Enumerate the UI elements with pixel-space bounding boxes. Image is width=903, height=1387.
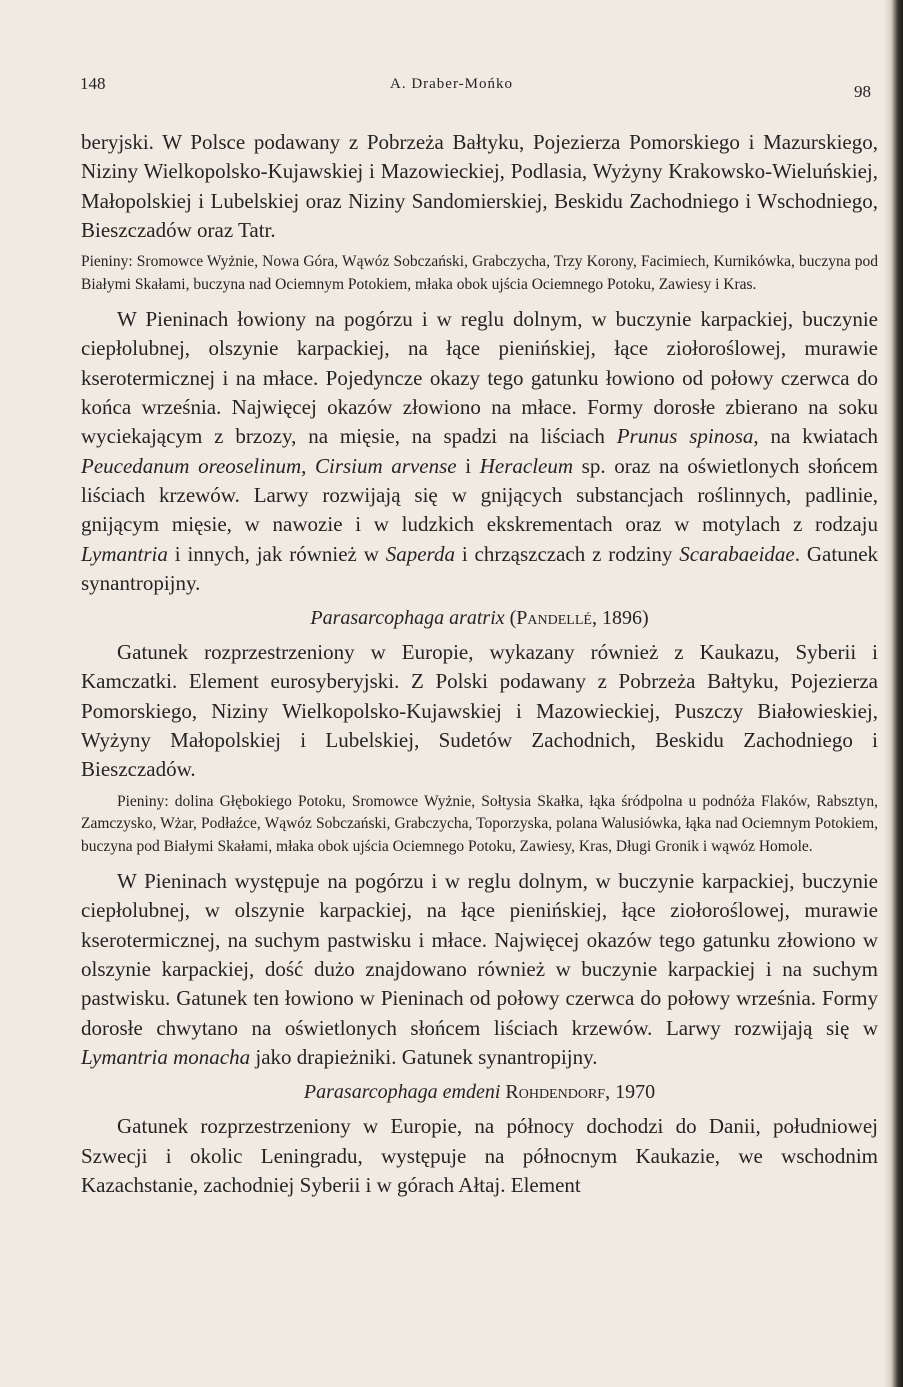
s1-localities xyxy=(81,251,878,296)
page-number-right: 98 xyxy=(854,82,871,101)
s1-localities-text: Sromowce Wyżnie, Nowa Góra, Wąwóz Sobczański, Grabczycha, Trzy Korony, Facimiech, Kurnikówka, buczyna pod Białymi Skałami, buczyna nad Ociemnym Potokiem, młaka obok ujścia Ociemnego Potoku, Zawiesy i Kras. xyxy=(81,253,878,293)
s3-paragraph-distribution: Gatunek rozprzestrzeniony w Europie, na północy dochodzi do Danii, południowej Szwecji i okolic Leningradu, występuje na północnym Kaukazie, we wschodnim Kazachstanie, zachodniej Syberii i w górach Ałtaj. Element xyxy=(81,1114,878,1197)
running-head: A. Draber-Mońko xyxy=(389,76,513,92)
s1-localities-label: Pieniny: xyxy=(81,253,133,271)
s2-localities-text: dolina Głębokiego Potoku, Sromowce Wyżnie, Sołtysia Skałka, łąka śródpolna u podnóża Flaków, Rabsztyn, Zamczysko, Wżar, Podłaźce, Wąwóz Sobczański, Grabczycha, Toporzyska, polana Walusiówka, łąka nad Ociemnym Potokiem, buczyna pod Białymi Skałami, młaka obok ujścia Ociemnego Potoku, Zawiesy, Kras, Długi Gronik i wąwóz Homole. xyxy=(81,792,878,855)
page-number-left: 148 xyxy=(80,74,106,93)
s3-species-author: Rohdendorf, 1970 xyxy=(505,1081,656,1104)
taxon-peucedanum: Peucedanum oreoselinum xyxy=(81,453,302,478)
s3-species-name: Parasarcophaga emdeni xyxy=(303,1081,501,1104)
s2-paragraph-distribution: Gatunek rozprzestrzeniony w Europie, wykazany również z Kaukazu, Syberii i Kamczatki. Element eurosyberyjski. Z Polski podawany z Pobrzeża Bałtyku, Pojezierza Pomorskiego, Niziny Wielkopolsko-Kujawskiej i Mazowieckiej, Puszczy Białowieskiej, Wyżyny Małopolskiej i Lubelskiej, Sudetów Zachodnich, Beskidu Zachodniego i Bieszczadów. xyxy=(81,640,878,782)
page-edge-shadow xyxy=(883,0,903,1387)
s2-paragraph-ecology: W Pieninach występuje na pogórzu i w reglu dolnym, w buczynie karpackiej, buczynie ciepłolubnej, w olszynie karpackiej, na łące pienińskiej, łące ziołoroślowej, murawie kserotermicznej, na suchym pastwisku i młace. Najwięcej okazów tego gatunku złowiono w olszynie karpackiej, dość dużo znajdowano również w buczynie karpackiej i na suchym pastwisku. Gatunek ten łowiono w Pieninach od połowy czerwca do połowy września. Formy dorosłe chwytano na oświetlonych słońcem liściach krzewów. Larwy rozwijają się w Lymantria monacha jako drapieżniki. Gatunek synantropijny. xyxy=(81,869,878,1069)
s2-species-author: (Pandellé, 1896) xyxy=(509,607,649,630)
s1-paragraph-distribution: beryjski. W Polsce podawany z Pobrzeża Bałtyku, Pojezierza Pomorskiego i Mazurskiego, Niziny Wielkopolsko-Kujawskiej i Mazowieckiej, Podlasia, Wyżyny Krakowsko-Wieluńskiej, Małopolskiej i Lubelskiej oraz Niziny Sandomierskiej, Beskidu Zachodniego i Wschodniego, Bieszczadów oraz Tatr. xyxy=(81,130,878,242)
s2-species-name: Parasarcophaga aratrix xyxy=(310,607,505,630)
taxon-saperda: Saperda xyxy=(385,541,455,566)
s3-species-heading xyxy=(81,1081,878,1104)
taxon-cirsium: Cirsium arvense xyxy=(315,453,457,478)
page-body xyxy=(81,128,878,1200)
s2-localities xyxy=(81,791,878,859)
taxon-prunus: Prunus spinosa xyxy=(616,424,754,449)
s1-paragraph-ecology: W Pieninach łowiony na pogórzu i w reglu dolnym, w buczynie karpackiej, buczynie ciepłolubnej, olszynie karpackiej, na łące pienińskiej, łące ziołoroślowej, murawie kserotermicznej i na młace. Pojedyncze okazy tego gatunku łowiono od połowy czerwca do końca września. Najwięcej okazów złowiono na młace. Formy dorosłe zbierano na soku wyciekającym z brzozy, na mięsie, na spadzi na liściach Prunus spinosa, na kwiatach Peucedanum oreoselinum, Cirsium arvense i Heracleum sp. oraz na oświetlonych słońcem liściach krzewów. Larwy rozwijają się w gnijących substancjach roślinnych, padlinie, gnijącym mięsie, w nawozie i w ludzkich ekskrementach oraz w motylach z rodzaju Lymantria i innych, jak również w Saperda i chrząszczach z rodziny Scarabaeidae. Gatunek synantropijny. xyxy=(81,307,879,595)
s2-species-heading xyxy=(81,607,878,630)
taxon-lymantria: Lymantria xyxy=(81,541,168,566)
taxon-heracleum: Heracleum xyxy=(479,453,574,478)
taxon-lymantria-monacha: Lymantria monacha xyxy=(81,1044,251,1069)
taxon-scarabaeidae: Scarabaeidae xyxy=(679,541,795,566)
s2-localities-label: Pieniny: xyxy=(117,792,169,810)
